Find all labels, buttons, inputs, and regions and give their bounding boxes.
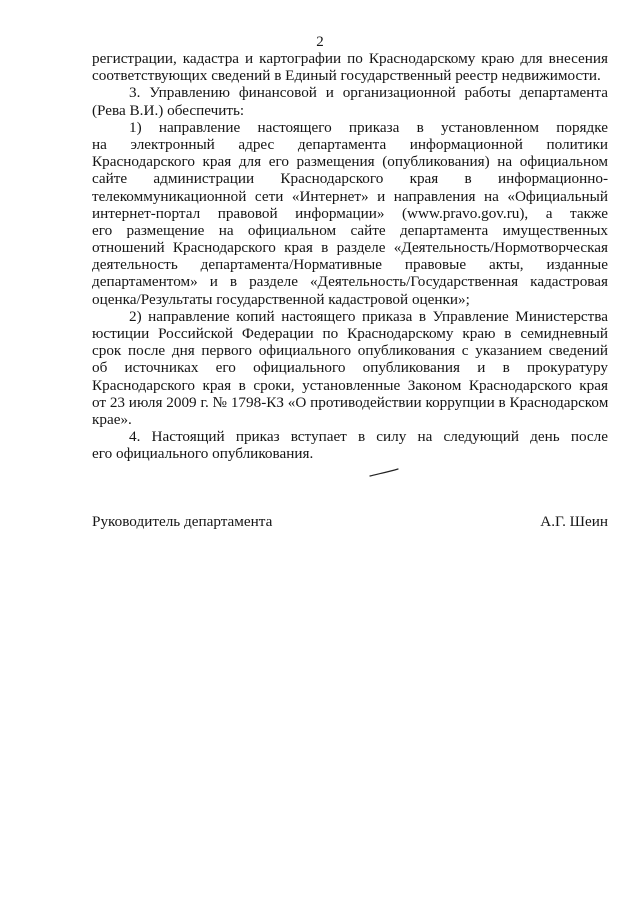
paragraph-p3 [92, 84, 608, 118]
text-line: оценка/Результаты государственной кадастровой оценки»; [92, 290, 470, 308]
text-line: 2) направление копий настоящего приказа в Управление Министерства [129, 307, 608, 325]
text-line: регистрации, кадастра и картографии по Краснодарскому краю для внесения [92, 50, 608, 67]
document-body [92, 50, 608, 463]
paragraph-p3-2 [92, 308, 608, 428]
text-line: сайте администрации Краснодарского края в информационно- [92, 170, 608, 188]
text-line: соответствующих сведений в Единый государственный реестр недвижимости. [92, 67, 601, 85]
signatory-name: А.Г. Шеин [540, 513, 608, 530]
text-line: его официального опубликования. [92, 445, 314, 463]
text-line: 3. Управлению финансовой и организационной работы департамента [129, 84, 608, 102]
text-line: срок после дня первого официального опубликования с указанием сведений [92, 342, 608, 360]
text-line: крае». [92, 410, 132, 428]
paragraph-p1-continuation [92, 50, 608, 84]
text-line: 4. Настоящий приказ вступает в силу на следующий день после [129, 428, 608, 446]
text-line: деятельность департамента/Нормативные правовые акты, изданные [92, 256, 608, 274]
text-line: об источниках его официального опубликования и в прокуратуру [92, 359, 608, 377]
text-line: юстиции Российской Федерации по Краснодарскому краю в семидневный [92, 325, 608, 342]
text-line: телекоммуникационной сети «Интернет» и направления на «Официальный [92, 187, 608, 205]
text-line: его размещение на официальном сайте департамента имущественных [92, 221, 608, 239]
signatory-position: Руководитель департамента [92, 513, 273, 530]
text-line: Краснодарского края для его размещения (опубликования) на официальном [92, 153, 608, 171]
pen-stroke-mark [368, 466, 400, 480]
text-line: отношений Краснодарского края в разделе «Деятельность/Нормотворческая [92, 239, 608, 257]
page-number: 2 [316, 34, 324, 50]
text-line: департаментом» и в разделе «Деятельность/Государственная кадастровая [92, 273, 608, 291]
text-line: на электронный адрес департамента информационной политики [92, 135, 608, 153]
text-line: интернет-портал правовой информации» (www.pravo.gov.ru), а также [92, 204, 608, 222]
text-line: Краснодарского края в сроки, установленные Законом Краснодарского края [92, 376, 608, 394]
paragraph-p4 [92, 428, 608, 462]
signature-block [92, 512, 608, 532]
paragraph-p3-1 [92, 119, 608, 308]
text-line: (Рева В.И.) обеспечить: [92, 101, 245, 119]
text-line: 1) направление настоящего приказа в установленном порядке [129, 118, 608, 136]
text-line: от 23 июля 2009 г. № 1798-КЗ «О противодействии коррупции в Краснодарском [92, 393, 609, 411]
